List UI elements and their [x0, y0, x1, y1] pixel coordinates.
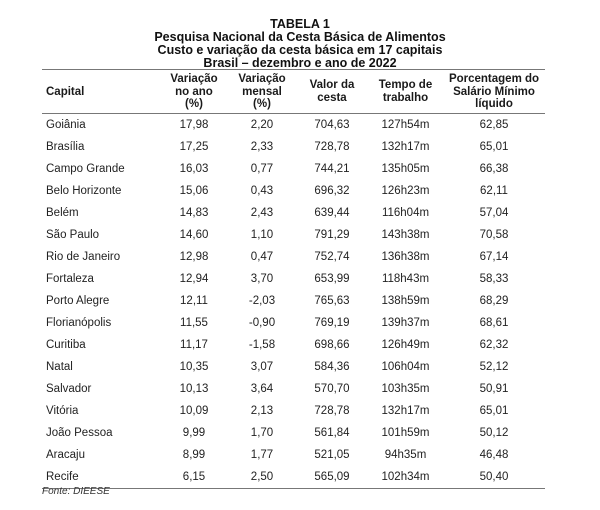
- header-line: Variação: [170, 73, 218, 85]
- cell-tempo-trabalho: 118h43m: [381, 272, 430, 285]
- cell-variacao-mensal: -0,90: [248, 316, 276, 329]
- cell-variacao-mensal: 3,07: [250, 360, 274, 373]
- table-row: [42, 158, 545, 180]
- table-body: [42, 113, 545, 488]
- cell-variacao-ano: 14,60: [179, 228, 209, 241]
- cell-capital: Rio de Janeiro: [46, 250, 121, 263]
- header-variacao-ano: [160, 70, 228, 114]
- cell-tempo-trabalho: 138h59m: [381, 294, 430, 307]
- cell-valor-cesta: 752,74: [314, 250, 350, 263]
- header-porcentagem-salario: [443, 70, 545, 114]
- cell-variacao-mensal: -2,03: [248, 294, 276, 307]
- header-line: Valor da: [309, 79, 355, 92]
- cell-valor-cesta: 769,19: [314, 316, 350, 329]
- header-line: Variação: [238, 73, 286, 85]
- cell-porcentagem-salario: 65,01: [479, 404, 509, 417]
- cell-capital: Salvador: [46, 382, 92, 395]
- header-line: cesta: [317, 91, 347, 104]
- cell-porcentagem-salario: 57,04: [479, 206, 509, 219]
- cell-tempo-trabalho: 132h17m: [381, 404, 430, 417]
- cell-variacao-ano: 17,98: [179, 118, 209, 131]
- cell-porcentagem-salario: 52,12: [479, 360, 509, 373]
- cell-tempo-trabalho: 101h59m: [381, 426, 430, 439]
- cell-porcentagem-salario: 50,12: [479, 426, 509, 439]
- cell-variacao-mensal: 2,33: [250, 140, 274, 153]
- cell-porcentagem-salario: 62,11: [480, 184, 508, 197]
- cell-valor-cesta: 639,44: [314, 206, 350, 219]
- header-capital: Capital: [46, 85, 85, 98]
- table-row: [42, 400, 545, 422]
- cell-variacao-mensal: 1,10: [250, 228, 274, 241]
- cell-variacao-mensal: 2,43: [250, 206, 274, 219]
- cell-valor-cesta: 704,63: [314, 118, 350, 131]
- table-row: [42, 224, 545, 246]
- cell-variacao-ano: 15,06: [179, 184, 209, 197]
- cell-variacao-ano: 14,83: [179, 206, 209, 219]
- data-table: [42, 69, 545, 489]
- cell-capital: João Pessoa: [46, 426, 113, 439]
- cell-valor-cesta: 584,36: [314, 360, 350, 373]
- cell-variacao-mensal: 0,47: [250, 250, 274, 263]
- cell-capital: Campo Grande: [46, 162, 125, 175]
- cell-variacao-ano: 10,35: [179, 360, 209, 373]
- cell-variacao-ano: 10,09: [179, 404, 209, 417]
- header-line: Porcentagem do: [448, 73, 540, 85]
- header-line: Tempo de: [378, 79, 433, 92]
- table-title: Pesquisa Nacional da Cesta Básica de Alimentos: [154, 30, 446, 44]
- cell-porcentagem-salario: 62,85: [479, 118, 509, 131]
- table-row: [42, 466, 545, 489]
- cell-capital: Fortaleza: [46, 272, 94, 285]
- cell-capital: Goiânia: [46, 118, 86, 131]
- cell-valor-cesta: 653,99: [314, 272, 350, 285]
- table-number: TABELA 1: [270, 17, 330, 31]
- cell-variacao-mensal: 1,77: [250, 448, 274, 461]
- header-line: trabalho: [382, 91, 429, 104]
- cell-tempo-trabalho: 143h38m: [381, 228, 430, 241]
- cell-capital: Belém: [46, 206, 79, 219]
- cell-variacao-mensal: 3,64: [250, 382, 274, 395]
- header-line: no ano: [175, 85, 213, 98]
- cell-variacao-ano: 12,11: [180, 294, 208, 307]
- cell-valor-cesta: 728,78: [314, 404, 350, 417]
- cell-tempo-trabalho: 116h04m: [381, 206, 430, 219]
- cell-porcentagem-salario: 68,61: [479, 316, 509, 329]
- cell-tempo-trabalho: 127h54m: [381, 118, 430, 131]
- table-row: [42, 378, 545, 400]
- cell-porcentagem-salario: 65,01: [479, 140, 509, 153]
- cell-porcentagem-salario: 50,91: [479, 382, 509, 395]
- cell-capital: Natal: [46, 360, 73, 373]
- cell-capital: Florianópolis: [46, 316, 112, 329]
- cell-valor-cesta: 765,63: [314, 294, 350, 307]
- cell-porcentagem-salario: 70,58: [479, 228, 509, 241]
- cell-porcentagem-salario: 46,48: [479, 448, 509, 461]
- cell-tempo-trabalho: 132h17m: [381, 140, 430, 153]
- table-row: [42, 246, 545, 268]
- cell-variacao-ano: 11,17: [180, 338, 208, 351]
- cell-valor-cesta: 570,70: [314, 382, 350, 395]
- table-subtitle: Custo e variação da cesta básica em 17 capitais: [157, 43, 443, 57]
- cell-variacao-mensal: 1,70: [250, 426, 274, 439]
- cell-capital: Belo Horizonte: [46, 184, 122, 197]
- table-row: [42, 268, 545, 290]
- cell-variacao-ano: 11,55: [180, 316, 208, 329]
- cell-valor-cesta: 728,78: [314, 140, 350, 153]
- table-row: [42, 202, 545, 224]
- header-row: [42, 70, 545, 114]
- cell-valor-cesta: 791,29: [314, 228, 350, 241]
- cell-valor-cesta: 696,32: [314, 184, 350, 197]
- cell-tempo-trabalho: 102h34m: [381, 470, 430, 483]
- header-valor-cesta: [296, 70, 368, 114]
- cell-capital: Porto Alegre: [46, 294, 110, 307]
- header-line: mensal: [242, 85, 282, 98]
- cell-tempo-trabalho: 103h35m: [381, 382, 430, 395]
- cell-porcentagem-salario: 50,40: [479, 470, 509, 483]
- cell-porcentagem-salario: 62,32: [479, 338, 509, 351]
- cell-valor-cesta: 565,09: [314, 470, 350, 483]
- cell-capital: Curitiba: [46, 338, 86, 351]
- cell-capital: São Paulo: [46, 228, 100, 241]
- cell-variacao-mensal: 0,43: [250, 184, 274, 197]
- cell-variacao-mensal: 2,50: [250, 470, 274, 483]
- table-row: [42, 312, 545, 334]
- cell-tempo-trabalho: 126h49m: [381, 338, 430, 351]
- cell-variacao-ano: 17,25: [179, 140, 209, 153]
- cell-variacao-ano: 16,03: [179, 162, 209, 175]
- cell-tempo-trabalho: 106h04m: [381, 360, 430, 373]
- cell-tempo-trabalho: 136h38m: [381, 250, 430, 263]
- cell-tempo-trabalho: 135h05m: [381, 162, 430, 175]
- cell-variacao-mensal: 2,13: [250, 404, 274, 417]
- cell-porcentagem-salario: 66,38: [479, 162, 509, 175]
- cell-capital: Brasília: [46, 140, 85, 153]
- header-line: Salário Mínimo: [453, 85, 535, 98]
- cell-porcentagem-salario: 67,14: [479, 250, 509, 263]
- cell-tempo-trabalho: 94h35m: [384, 448, 427, 461]
- cell-valor-cesta: 521,05: [314, 448, 350, 461]
- table-row: [42, 290, 545, 312]
- table-row: [42, 422, 545, 444]
- table-row: [42, 113, 545, 136]
- cell-variacao-ano: 10,13: [179, 382, 209, 395]
- cell-variacao-mensal: 0,77: [250, 162, 274, 175]
- table-row: [42, 180, 545, 202]
- cell-capital: Vitória: [46, 404, 79, 417]
- cell-porcentagem-salario: 68,29: [479, 294, 509, 307]
- table-title-block: [0, 18, 600, 70]
- table-row: [42, 444, 545, 466]
- cell-capital: Aracaju: [46, 448, 85, 461]
- table-row: [42, 356, 545, 378]
- table-period: Brasil – dezembro e ano de 2022: [203, 56, 397, 70]
- cell-variacao-ano: 12,94: [179, 272, 209, 285]
- cell-variacao-ano: 8,99: [182, 448, 206, 461]
- cell-variacao-mensal: 3,70: [250, 272, 274, 285]
- header-tempo-trabalho: [368, 70, 443, 114]
- header-line: (%): [185, 98, 203, 110]
- cell-valor-cesta: 561,84: [314, 426, 350, 439]
- source-note: Fonte: DIEESE: [42, 486, 110, 497]
- header-line: líquido: [475, 98, 513, 110]
- cell-porcentagem-salario: 58,33: [479, 272, 509, 285]
- cell-variacao-mensal: -1,58: [248, 338, 276, 351]
- cell-variacao-ano: 6,15: [182, 470, 206, 483]
- table-row: [42, 136, 545, 158]
- cell-valor-cesta: 744,21: [314, 162, 350, 175]
- header-line: (%): [253, 98, 271, 110]
- header-variacao-mensal: [228, 70, 296, 114]
- table-row: [42, 334, 545, 356]
- cell-variacao-ano: 12,98: [179, 250, 209, 263]
- cell-valor-cesta: 698,66: [314, 338, 350, 351]
- cell-capital: Recife: [46, 470, 79, 483]
- cell-variacao-ano: 9,99: [182, 426, 206, 439]
- cell-tempo-trabalho: 126h23m: [381, 184, 430, 197]
- cell-tempo-trabalho: 139h37m: [381, 316, 430, 329]
- cell-variacao-mensal: 2,20: [250, 118, 274, 131]
